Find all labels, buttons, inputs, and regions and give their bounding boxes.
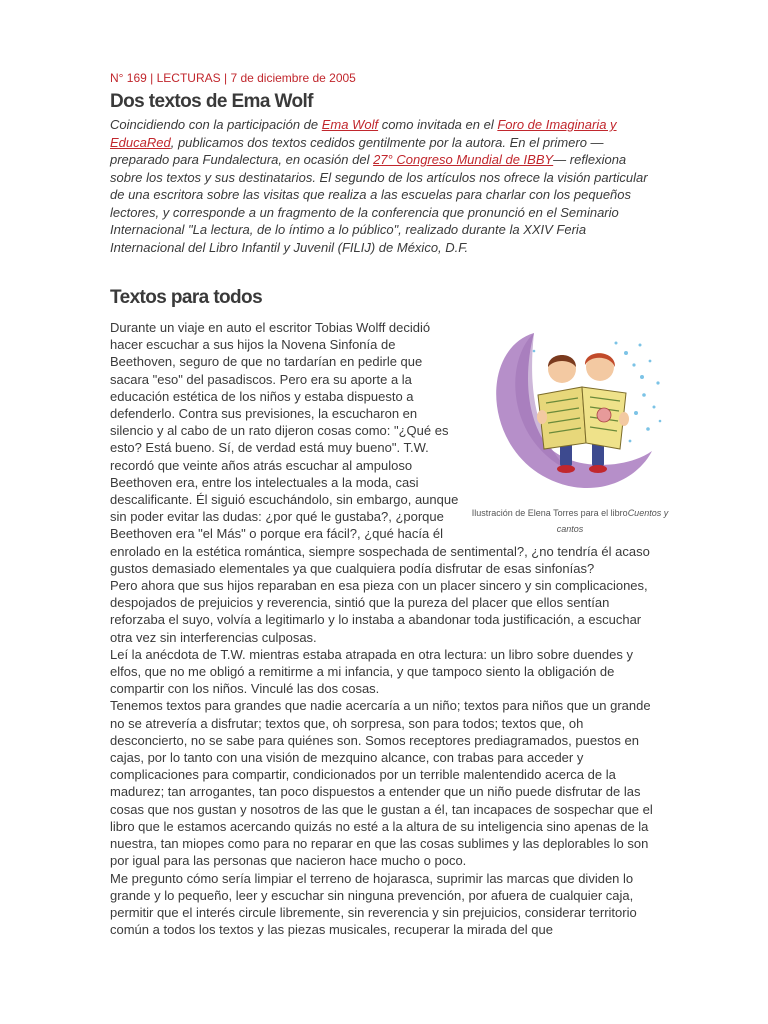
children-reading-on-moon-illustration xyxy=(474,321,666,501)
figure-caption xyxy=(470,505,670,537)
paragraph: Pero ahora que sus hijos reparaban en esa pieza con un placer sincero y sin complicaciones, despojados de prejuicios y reverencia, sintió que la pureza del placer que ellos sentían reforzaba el suyo, volvía a legitimarlo y lo instaba a abandonar toda justificación, a escuchar otra vez sin interferencias culposas. xyxy=(110,578,648,645)
caption-text: Ilustración de Elena Torres para el libro xyxy=(471,508,628,518)
intro-text: Coincidiendo con la participación de xyxy=(110,117,322,132)
foro-imaginaria-link[interactable]: Foro de Imaginaria y EducaRed xyxy=(110,117,617,150)
intro-text: , publicamos dos textos cedidos gentilmente por la autora. En el primero — preparado para Fundalectura, en ocasión del xyxy=(110,134,604,167)
section-link[interactable]: LECTURAS xyxy=(156,71,221,85)
article-title: Dos textos de Ema Wolf xyxy=(110,91,313,112)
paragraph: Tenemos textos para grandes que nadie acercaría a un niño; textos para niños que un grande no se atrevería a disfrutar; textos que, oh sorpresa, son para todos; textos que, oh desconcierto, no se sabe para quiénes son. Somos receptores prediagramados, puestos en cajas, por lo tanto con una visión de mezquino alcance, con trabas para acceder y complicaciones para compartir, condicionados por un terrible malentendido acerca de la madurez; tan arrogantes, tan poco dispuestos a entender que un niño puede disfrutar de las cosas que nos gustan y nosotros de las que le gustan a él, tan incapaces de sospechar que el libro que le estamos acercando quizás no esté a la altura de su inteligencia sino apenas de la nuestra, tan miopes como para no reparar en que las cosas sublimes y las deplorables lo son por igual para las personas que nacieron hace mucho o poco. xyxy=(110,698,653,869)
meta-separator: | xyxy=(220,71,231,85)
section-title: Textos para todos xyxy=(110,287,263,308)
ema-wolf-link[interactable]: Ema Wolf xyxy=(321,117,379,132)
article-intro xyxy=(110,116,658,256)
congreso-ibby-link[interactable]: 27° Congreso Mundial de IBBY xyxy=(373,152,554,167)
paragraph: Durante un viaje en auto el escritor Tobias Wolff decidió hacer escuchar a sus hijos la Novena Sinfonía de Beethoven, seguro de que no tardarían en pedirle que sacara "eso" del pasadiscos. Pero era su aporte a la educación estética de los niños y estaba dispuesto a defenderlo. Contra sus previsiones, la escucharon en silencio y al cabo de un rato dijeron cosas como: "¿Qué es esto? Está bueno. Sí, de verdad está muy bueno". T.W. recordó que veinte años atrás escuchar al ampuloso Beethoven era, entre los intelectuales a la moda, casi descalificante. Él siguió escuchándolo, sin embargo, aunque sin poder evitar las dudas: ¿por qué le gustaba?, ¿porque Beethoven era "el Más" o porque era fácil?, ¿qué hacía él enrolado en la estética romántica, siempre sospechada de sentimental?, ¿no tendría él acaso gustos demasiado elementales ya que cualquiera podía disfrutar de esas sinfonías? xyxy=(110,320,650,576)
issue-link[interactable]: N° 169 xyxy=(110,71,147,85)
caption-book-title: Cuentos y cantos xyxy=(556,508,669,534)
figure xyxy=(470,321,670,537)
meta-separator: | xyxy=(146,71,157,85)
article-date: 7 de diciembre de 2005 xyxy=(230,71,356,85)
article xyxy=(110,70,669,938)
intro-text: — reflexiona sobre los textos y sus destinatarios. El segundo de los artículos nos ofrece la visión particular de una escritora sobre las visitas que realiza a las escuelas para charlar con los pequeños lectores, y corresponde a un fragmento de la conferencia que pronunció en el Seminario Internacional "La lectura, de lo íntimo a lo público", realizado durante la XXIV Feria Internacional del Libro Infantil y Juvenil (FILIJ) de México, D.F. xyxy=(110,152,648,255)
intro-text: como invitada en el xyxy=(378,117,498,132)
paragraph: Me pregunto cómo sería limpiar el terreno de hojarasca, suprimir las marcas que dividen lo grande y lo pequeño, leer y escuchar sin ninguna prevención, por afuera de cualquier caja, permitir que el interés circule libremente, sin reverencia y sin prejuicios, considerar territorio común a todos los textos y las piezas musicales, recuperar la mirada del que xyxy=(110,870,637,938)
paragraph: Leí la anécdota de T.W. mientras estaba atrapada en otra lectura: un libro sobre duendes y elfos, que no me obligó a remitirme a mi infancia, y que tampoco siento la obligación de compartir con los niños. Vinculé las dos cosas. xyxy=(110,646,633,697)
article-meta xyxy=(110,70,658,86)
article-body xyxy=(110,319,669,938)
